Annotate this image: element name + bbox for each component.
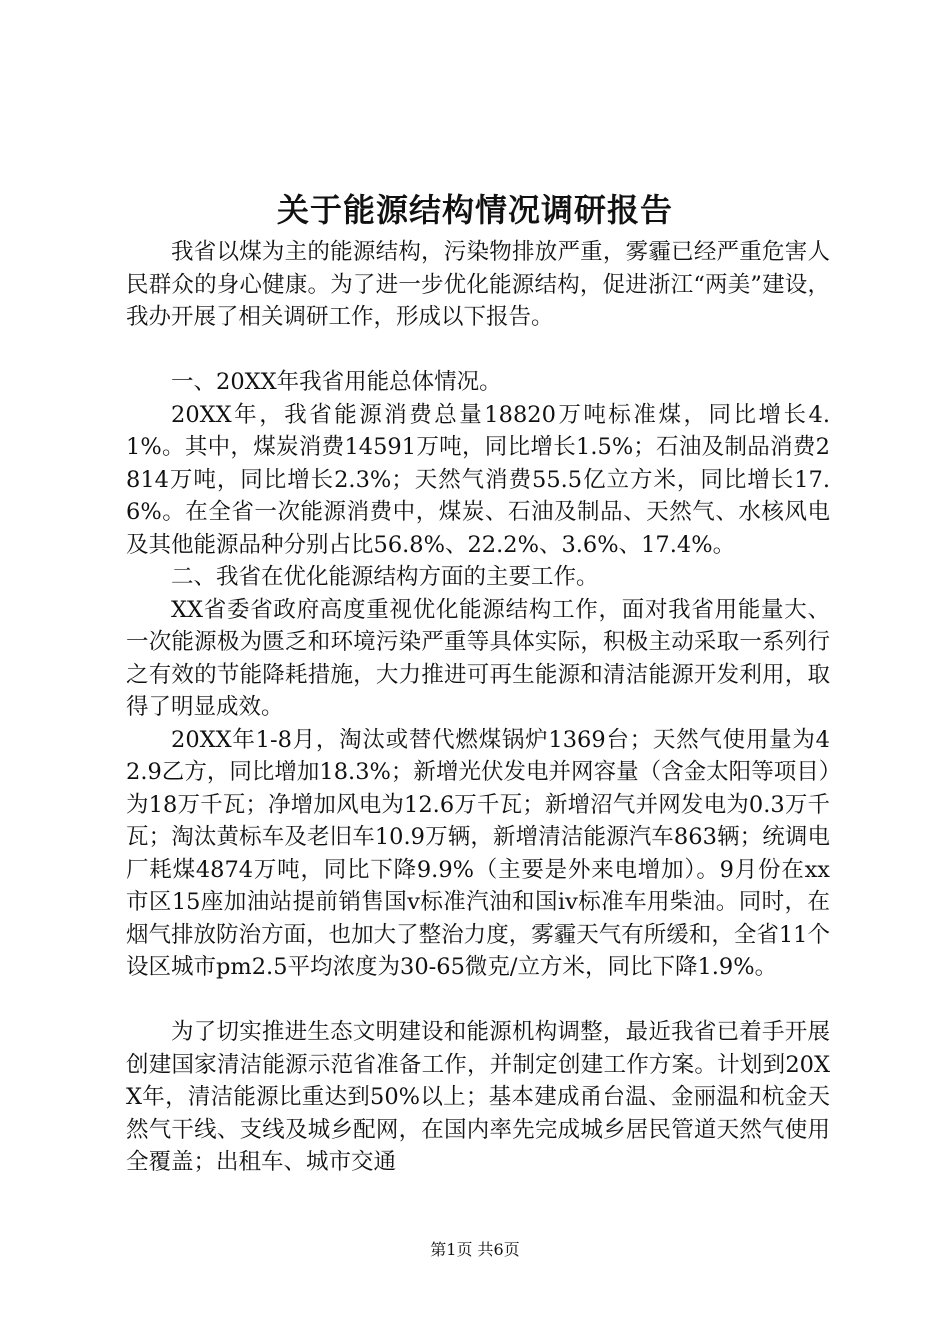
document-body xyxy=(126,236,830,1179)
progress-paragraph: 20XX年1-8月，淘汰或替代燃煤锅炉1369台；天然气使用量为42.9乙方，同比增加18.3%；新增光伏发电并网容量（含金太阳等项目）为18万千瓦；净增加风电为12.6万千瓦；新增沼气并网发电为0.3万千瓦；淘汰黄标车及老旧车10.9万辆，新增清洁能源汽车863辆；统调电厂耗煤4874万吨，同比下降9.9%（主要是外来电增加）。9月份在xx市区15座加油站提前销售国v标准汽油和国iv标准车用柴油。同时，在烟气排放防治方面，也加大了整治力度，雾霾天气有所缓和，全省11个设区城市pm2.5平均浓度为30-65微克/立方米，同比下降1.9%。 xyxy=(126,726,830,980)
intro-paragraph: 我省以煤为主的能源结构，污染物排放严重，雾霾已经严重危害人民群众的身心健康。为了进一步优化能源结构，促进浙江“两美”建设，我办开展了相关调研工作，形成以下报告。 xyxy=(126,239,830,330)
document-title: 关于能源结构情况调研报告 xyxy=(276,191,673,229)
policy-paragraph: XX省委省政府高度重视优化能源结构工作，面对我省用能量大、一次能源极为匮乏和环境污染严重等具体实际，积极主动采取一系列行之有效的节能降耗措施，大力推进可再生能源和清洁能源开发利用，取得了明显成效。 xyxy=(126,596,830,720)
section-heading-2: 二、我省在优化能源结构方面的主要工作。 xyxy=(171,564,599,590)
paragraph-spacer xyxy=(126,984,830,1017)
page-footer: 第1页 共6页 xyxy=(430,1240,520,1259)
plan-paragraph: 为了切实推进生态文明建设和能源机构调整，最近我省已着手开展创建国家清洁能源示范省准备工作，并制定创建工作方案。计划到20XX年，清洁能源比重达到50%以上；基本建成甬台温、金丽温和杭金天然气干线、支线及城乡配网，在国内率先完成城乡居民管道天然气使用全覆盖；出租车、城市交通 xyxy=(126,1019,830,1175)
paragraph-spacer xyxy=(126,334,830,367)
section-heading-1: 一、20XX年我省用能总体情况。 xyxy=(171,369,502,395)
energy-consumption-paragraph: 20XX年，我省能源消费总量18820万吨标准煤，同比增长4.1%。其中，煤炭消费14591万吨，同比增长1.5%；石油及制品消费2814万吨，同比增长2.3%；天然气消费55.5亿立方米，同比增长17.6%。在全省一次能源消费中，煤炭、石油及制品、天然气、水核风电及其他能源品种分别占比56.8%、22.2%、3.6%、17.4%。 xyxy=(126,401,830,558)
